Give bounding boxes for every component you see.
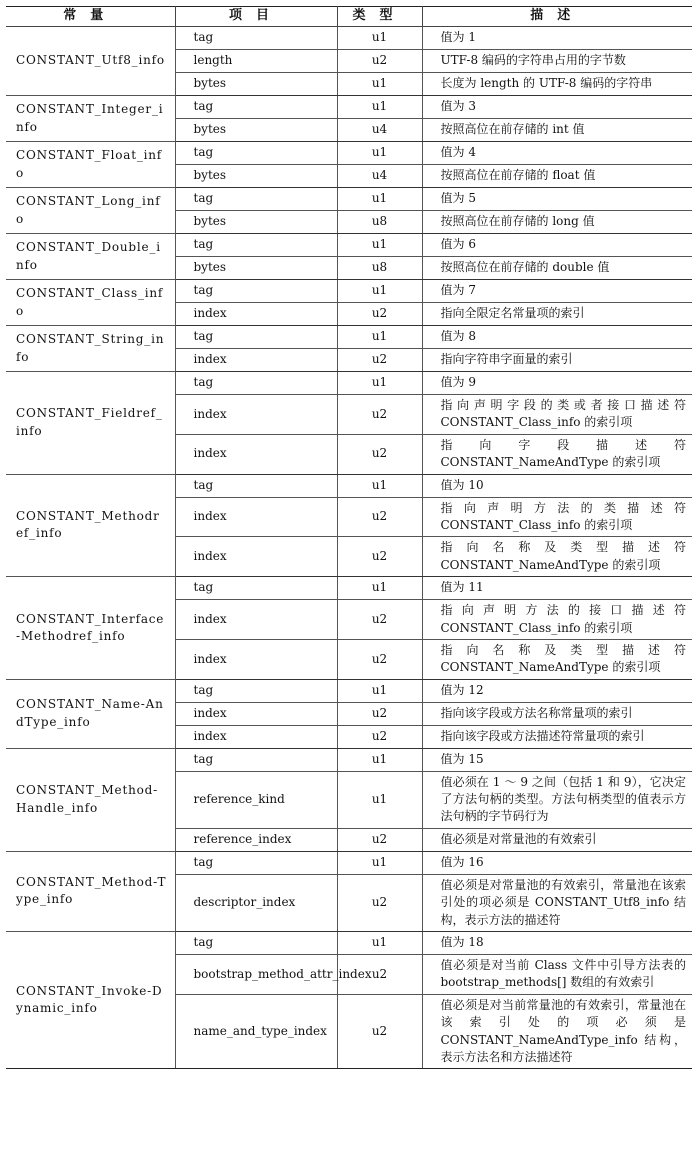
item-cell: index	[175, 349, 337, 372]
constant-name: CONSTANT_Invoke-Dynamic_info	[6, 932, 175, 1069]
constant-name: CONSTANT_Integer_info	[6, 96, 175, 142]
type-cell: u2	[337, 50, 422, 73]
constant-name: CONSTANT_Interface-Methodref_info	[6, 577, 175, 680]
item-cell: length	[175, 50, 337, 73]
constant-name: CONSTANT_Utf8_info	[6, 27, 175, 96]
item-cell: index	[175, 639, 337, 679]
item-cell: tag	[175, 932, 337, 955]
item-cell: name_and_type_index	[175, 994, 337, 1069]
item-cell: tag	[175, 234, 337, 257]
item-cell: bytes	[175, 73, 337, 96]
item-cell: reference_kind	[175, 771, 337, 828]
type-cell: u1	[337, 27, 422, 50]
description-cell: 值必须是对当前常量池的有效索引，常量池在该索引处的项必须是 CONSTANT_NameAndType_info 结构，表示方法名和方法描述符	[422, 994, 692, 1069]
type-cell: u1	[337, 679, 422, 702]
item-cell: tag	[175, 326, 337, 349]
header-description: 描述	[422, 7, 692, 27]
table-row	[6, 474, 692, 497]
item-cell: tag	[175, 280, 337, 303]
type-cell: u2	[337, 349, 422, 372]
item-cell: reference_index	[175, 828, 337, 851]
constant-pool-table	[6, 6, 692, 1069]
description-cell: 值必须在 1 ～ 9 之间（包括 1 和 9），它决定了方法句柄的类型。方法句柄类型的值表示方法句柄的字节码行为	[422, 771, 692, 828]
type-cell: u1	[337, 326, 422, 349]
table-row	[6, 96, 692, 119]
type-cell: u2	[337, 702, 422, 725]
item-cell: tag	[175, 851, 337, 874]
type-cell: u2	[337, 994, 422, 1069]
description-cell: 值为 12	[422, 679, 692, 702]
type-cell: u1	[337, 96, 422, 119]
table-row	[6, 234, 692, 257]
description-cell: 指向声明字段的类或者接口描述符 CONSTANT_Class_info 的索引项	[422, 395, 692, 435]
type-cell: u2	[337, 434, 422, 474]
type-cell: u2	[337, 639, 422, 679]
item-cell: index	[175, 725, 337, 748]
description-cell: 指向声明方法的类描述符 CONSTANT_Class_info 的索引项	[422, 497, 692, 537]
description-cell: 按照高位在前存储的 long 值	[422, 211, 692, 234]
type-cell: u2	[337, 395, 422, 435]
item-cell: descriptor_index	[175, 874, 337, 931]
item-cell: index	[175, 303, 337, 326]
table-row	[6, 326, 692, 349]
description-cell: 值为 10	[422, 474, 692, 497]
type-cell: u1	[337, 188, 422, 211]
constant-name: CONSTANT_Fieldref_info	[6, 372, 175, 475]
item-cell: bootstrap_method_attr_index	[175, 955, 337, 995]
type-cell: u1	[337, 142, 422, 165]
type-cell: u1	[337, 280, 422, 303]
item-cell: index	[175, 702, 337, 725]
item-cell: bytes	[175, 165, 337, 188]
item-cell: index	[175, 395, 337, 435]
type-cell: u1	[337, 73, 422, 96]
description-cell: 值必须是对常量池的有效索引	[422, 828, 692, 851]
constant-name: CONSTANT_String_info	[6, 326, 175, 372]
item-cell: tag	[175, 679, 337, 702]
type-cell: u1	[337, 851, 422, 874]
table-row	[6, 142, 692, 165]
item-cell: tag	[175, 96, 337, 119]
header-constant: 常量	[6, 7, 175, 27]
item-cell: tag	[175, 748, 337, 771]
type-cell: u8	[337, 211, 422, 234]
type-cell: u4	[337, 119, 422, 142]
description-cell: 指向字段描述符 CONSTANT_NameAndType 的索引项	[422, 434, 692, 474]
table-row	[6, 679, 692, 702]
type-cell: u2	[337, 497, 422, 537]
description-cell: 值为 7	[422, 280, 692, 303]
constant-name: CONSTANT_Double_info	[6, 234, 175, 280]
description-cell: 指向字符串字面量的索引	[422, 349, 692, 372]
type-cell: u1	[337, 577, 422, 600]
description-cell: 指向名称及类型描述符 CONSTANT_NameAndType 的索引项	[422, 537, 692, 577]
table-row	[6, 27, 692, 50]
table-row	[6, 851, 692, 874]
item-cell: index	[175, 497, 337, 537]
constant-name: CONSTANT_Method-Handle_info	[6, 748, 175, 851]
type-cell: u2	[337, 537, 422, 577]
description-cell: 按照高位在前存储的 int 值	[422, 119, 692, 142]
description-cell: UTF-8 编码的字符串占用的字节数	[422, 50, 692, 73]
description-cell: 值为 6	[422, 234, 692, 257]
item-cell: bytes	[175, 211, 337, 234]
description-cell: 按照高位在前存储的 float 值	[422, 165, 692, 188]
item-cell: tag	[175, 372, 337, 395]
description-cell: 值为 1	[422, 27, 692, 50]
item-cell: tag	[175, 577, 337, 600]
description-cell: 值为 18	[422, 932, 692, 955]
description-cell: 按照高位在前存储的 double 值	[422, 257, 692, 280]
table-row	[6, 932, 692, 955]
description-cell: 值为 8	[422, 326, 692, 349]
description-cell: 值为 15	[422, 748, 692, 771]
type-cell: u2	[337, 725, 422, 748]
item-cell: tag	[175, 27, 337, 50]
table-row	[6, 577, 692, 600]
table-row	[6, 188, 692, 211]
type-cell: u1	[337, 748, 422, 771]
description-cell: 值必须是对当前 Class 文件中引导方法表的 bootstrap_methods[] 数组的有效索引	[422, 955, 692, 995]
description-cell: 指向全限定名常量项的索引	[422, 303, 692, 326]
type-cell: u8	[337, 257, 422, 280]
table-row	[6, 280, 692, 303]
description-cell: 值为 11	[422, 577, 692, 600]
item-cell: tag	[175, 188, 337, 211]
description-cell: 指向该字段或方法描述符常量项的索引	[422, 725, 692, 748]
constant-name: CONSTANT_Methodref_info	[6, 474, 175, 577]
constant-name: CONSTANT_Class_info	[6, 280, 175, 326]
description-cell: 值为 16	[422, 851, 692, 874]
description-cell: 指向声明方法的接口描述符 CONSTANT_Class_info 的索引项	[422, 600, 692, 640]
description-cell: 值为 4	[422, 142, 692, 165]
description-cell: 长度为 length 的 UTF-8 编码的字符串	[422, 73, 692, 96]
constant-name: CONSTANT_Name-AndType_info	[6, 679, 175, 748]
type-cell: u1	[337, 372, 422, 395]
description-cell: 指向该字段或方法名称常量项的索引	[422, 702, 692, 725]
item-cell: tag	[175, 142, 337, 165]
item-cell: bytes	[175, 119, 337, 142]
table-row	[6, 372, 692, 395]
type-cell: u2	[337, 303, 422, 326]
header-item: 项目	[175, 7, 337, 27]
description-cell: 指向名称及类型描述符 CONSTANT_NameAndType 的索引项	[422, 639, 692, 679]
table-body	[6, 27, 692, 1069]
constant-name: CONSTANT_Float_info	[6, 142, 175, 188]
item-cell: index	[175, 537, 337, 577]
constant-name: CONSTANT_Method-Type_info	[6, 851, 175, 931]
type-cell: u2	[337, 600, 422, 640]
type-cell: u2	[337, 874, 422, 931]
item-cell: bytes	[175, 257, 337, 280]
constant-name: CONSTANT_Long_info	[6, 188, 175, 234]
description-cell: 值为 5	[422, 188, 692, 211]
description-cell: 值为 3	[422, 96, 692, 119]
type-cell: u1	[337, 771, 422, 828]
description-cell: 值必须是对常量池的有效索引，常量池在该索引处的项必须是 CONSTANT_Utf8_info 结构，表示方法的描述符	[422, 874, 692, 931]
header-row	[6, 7, 692, 27]
description-cell: 值为 9	[422, 372, 692, 395]
table-row	[6, 748, 692, 771]
item-cell: index	[175, 600, 337, 640]
type-cell: u1	[337, 474, 422, 497]
type-cell: u4	[337, 165, 422, 188]
type-cell: u2	[337, 828, 422, 851]
type-cell: u2	[337, 955, 422, 995]
header-type: 类型	[337, 7, 422, 27]
item-cell: index	[175, 434, 337, 474]
type-cell: u1	[337, 234, 422, 257]
item-cell: tag	[175, 474, 337, 497]
type-cell: u1	[337, 932, 422, 955]
